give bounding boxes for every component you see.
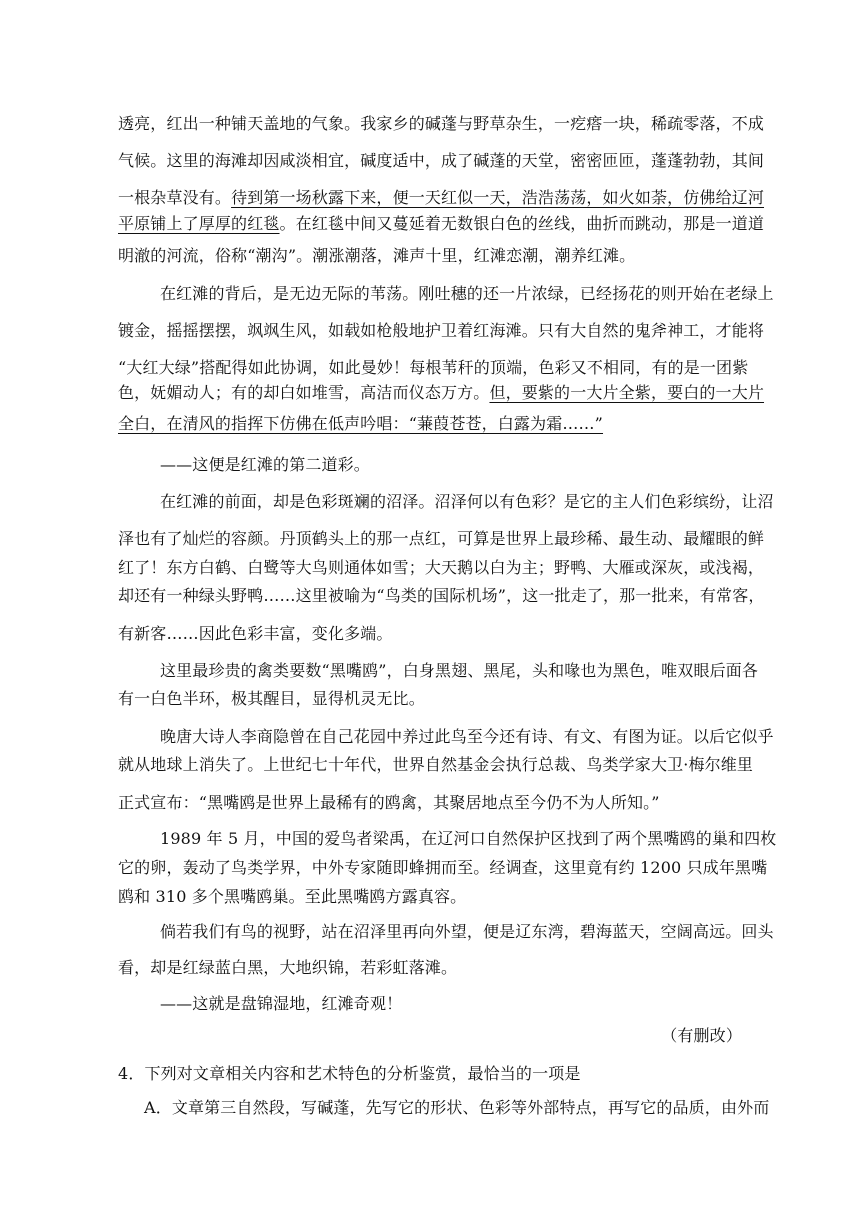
paragraph-4-line-5: 有新客……因此色彩丰富，变化多端。: [118, 624, 393, 643]
paragraph-4-line-4: 却还有一种绿头野鸭……这里被喻为“鸟类的国际机场”，这一批走了，那一批来，有常客，: [118, 586, 765, 605]
paragraph-1-line-3: [118, 188, 765, 208]
paragraph-1-line-2: 气候。这里的海滩却因咸淡相宜，碱度适中，成了碱蓬的天堂，密密匝匝，蓬蓬勃勃，其间: [118, 151, 765, 170]
underlined-text: 待到第一场秋露下来，便一天红似一天，浩浩荡荡，如火如荼，仿佛给辽河: [231, 188, 765, 207]
paragraph-6-line-1: 晚唐大诗人李商隐曾在自己花园中养过此鸟至今还有诗、有文、有图为证。以后它似乎: [160, 727, 774, 746]
paragraph-2-line-5: [118, 414, 742, 434]
paragraph-2-line-4: [118, 383, 765, 403]
plain-text: 色，妩媚动人；有的却白如堆雪，高洁而仪态万方。: [118, 383, 490, 402]
paragraph-6-line-3: 正式宣布：“黑嘴鸥是世界上最稀有的鸥禽，其聚居地点至今仍不为人所知。”: [118, 793, 660, 812]
question-option-a: A．文章第三自然段，写碱蓬，先写它的形状、色彩等外部特点，再写它的品质，由外而: [144, 1098, 770, 1117]
paragraph-4-line-3: 红了！东方白鹤、白鹭等大鸟则通体如雪；大天鹅以白为主；野鸭、大雁或深灰，或浅褐，: [118, 558, 765, 577]
underlined-text: 但，要紫的一大片全紫，要白的一大片: [489, 383, 765, 402]
source-note: （有删改）: [661, 1026, 742, 1045]
paragraph-2-line-3: “大红大绿”搭配得如此协调，如此曼妙！每根苇秆的顶端，色彩又不相同，有的是一团紫: [118, 358, 749, 377]
paragraph-7-line-3: 鸥和 310 多个黑嘴鸥巢。至此黑嘴鸥方露真容。: [118, 887, 467, 906]
plain-text: 。在红毯中间又蔓延着无数银白色的丝线，曲折而跳动，那是一道道: [279, 214, 765, 233]
paragraph-8-line-2: 看，却是红绿蓝白黑，大地织锦，若彩虹落滩。: [118, 958, 458, 977]
paragraph-6-line-2: 就从地球上消失了。上世纪七十年代，世界自然基金会执行总裁、鸟类学家大卫·梅尔维里: [118, 755, 754, 774]
underlined-text: 全白，在清风的指挥下仿佛在低声吟唱：“蒹葭苍苍，白露为霜……”: [118, 414, 604, 433]
paragraph-5-line-1: 这里最珍贵的禽类要数“黑嘴鸥”，白身黑翅、黑尾，头和喙也为黑色，唯双眼后面各: [160, 661, 759, 680]
underlined-text: 平原铺上了厚厚的红毯: [118, 214, 280, 233]
paragraph-9: ——这就是盘锦湿地，红滩奇观！: [160, 994, 403, 1013]
paragraph-7-line-1: 1989 年 5 月，中国的爱鸟者梁禹，在辽河口自然保护区找到了两个黑嘴鸥的巢和四枚: [160, 829, 777, 848]
paragraph-4-line-2: 泽也有了灿烂的容颜。丹顶鹤头上的那一点红，可算是世界上最珍稀、最生动、最耀眼的鲜: [118, 529, 765, 548]
paragraph-1-line-4: [118, 214, 765, 234]
paragraph-1-line-1: 透亮，红出一种铺天盖地的气象。我家乡的碱蓬与野草杂生，一疙瘩一块，稀疏零落，不成: [118, 114, 765, 133]
paragraph-7-line-2: 它的卵，轰动了鸟类学界，中外专家随即蜂拥而至。经调查，这里竟有约 1200 只成年黑嘴: [118, 858, 768, 877]
paragraph-2-line-1: 在红滩的背后，是无边无际的苇荡。刚吐穗的还一片浓绿，已经扬花的则开始在老绿上: [160, 284, 774, 303]
plain-text: 一根杂草没有。: [118, 188, 232, 207]
question-stem: 4．下列对文章相关内容和艺术特色的分析鉴赏，最恰当的一项是: [118, 1064, 581, 1083]
paragraph-1-line-5: 明澈的河流，俗称“潮沟”。潮涨潮落，滩声十里，红滩恋潮，潮养红滩。: [118, 246, 636, 265]
paragraph-8-line-1: 倘若我们有鸟的视野，站在沼泽里再向外望，便是辽东湾，碧海蓝天，空阔高远。回头: [160, 922, 774, 941]
paragraph-2-line-2: 镀金，摇摇摆摆，飒飒生风，如载如枪般地护卫着红海滩。只有大自然的鬼斧神工，才能将: [118, 321, 765, 340]
paragraph-5-line-2: 有一白色半环，极其醒目，显得机灵无比。: [118, 689, 425, 708]
paragraph-3: ——这便是红滩的第二道彩。: [160, 455, 370, 474]
paragraph-4-line-1: 在红滩的前面，却是色彩斑斓的沼泽。沼泽何以有色彩？是它的主人们色彩缤纷，让沼: [160, 492, 774, 511]
